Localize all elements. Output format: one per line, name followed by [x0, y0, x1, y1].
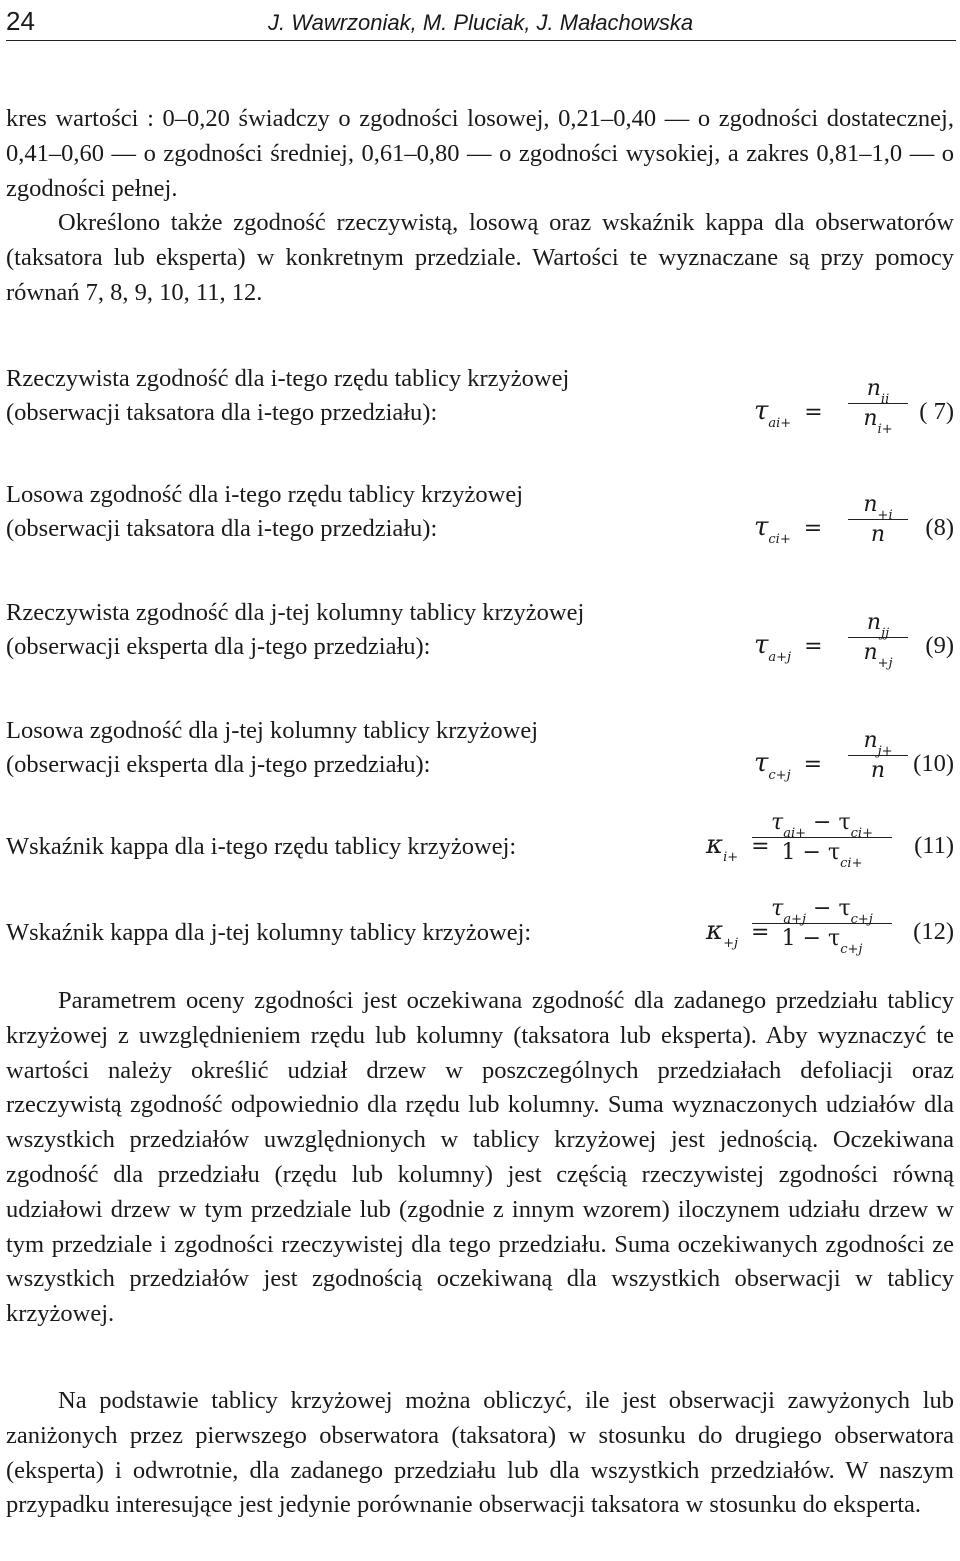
- equation-12: [6, 896, 956, 994]
- fraction: $n_{jj}$ $n_{+j}$: [848, 610, 908, 665]
- header-rule: [6, 40, 956, 41]
- formula: $\tau_{ai+}$ =: [754, 396, 823, 431]
- equation-7: [6, 362, 956, 452]
- equation-11: [6, 810, 956, 908]
- body-paragraph-2: Na podstawie tablicy krzyżowej można obliczyć, ile jest obserwacji zawyżonych lub zaniżonych przez pierwszego obserwatora (taksatora) w stosunku do drugiego obserwatora (eksperta) i odwrotnie, dla zadanego przedziału lub dla wszystkich przedziałów. W naszym przypadku interesujące jest jedynie porównanie obserwacji taksatora w stosunku do eksperta.: [6, 1387, 954, 1519]
- equation-description: Losowa zgodność dla i-tego rzędu tablicy krzyżowej (obserwacji taksatora dla i-tego przedziału):: [6, 481, 524, 542]
- equation-number: (10): [913, 750, 954, 777]
- equation-10: [6, 714, 956, 804]
- equation-description: Rzeczywista zgodność dla i-tego rzędu tablicy krzyżowej (obserwacji taksatora dla i-tego przedziału):: [6, 365, 570, 426]
- equation-number: (9): [925, 632, 954, 659]
- page-header: [6, 6, 956, 42]
- running-title-authors: J. Wawrzoniak, M. Pluciak, J. Małachowska: [268, 10, 694, 35]
- formula: $\tau_{ci+}$ =: [754, 512, 823, 547]
- equation-9: [6, 596, 956, 686]
- equation-number: ( 7): [919, 398, 954, 425]
- equation-8: [6, 478, 956, 568]
- formula: $\tau_{c+j}$ =: [754, 748, 823, 783]
- equation-number: (8): [925, 514, 954, 541]
- page-number: 24: [6, 6, 35, 36]
- formula: $\tau_{a+j}$ =: [754, 630, 823, 665]
- equation-description: Wskaźnik kappa dla i-tego rzędu tablicy krzyżowej:: [6, 833, 517, 860]
- equation-number: (12): [913, 918, 954, 945]
- fraction: $n_{j+}$ n: [848, 728, 908, 783]
- intro-paragraph: kres wartości : 0–0,20 świadczy o zgodności losowej, 0,21–0,40 — o zgodności dostatecznej, 0,41–0,60 — o zgodności średniej, 0,61–0,80 — o zgodności wysokiej, a zakres 0,81–1,0 — o zgodności pełnej.: [6, 105, 954, 202]
- fraction: $n_{+i}$ n: [848, 492, 908, 547]
- formula: $\kappa_{+j}$ =: [706, 916, 770, 951]
- equation-number: (11): [914, 832, 954, 859]
- formula: $\kappa_{i+}$ =: [706, 830, 770, 865]
- intro-paragraph-2: Określono także zgodność rzeczywistą, losową oraz wskaźnik kappa dla obserwatorów (taksatora lub eksperta) w konkretnym przedziale. Wartości te wyznaczane są przy pomocy równań 7, 8, 9, 10, 11, 12.: [6, 209, 954, 306]
- fraction: $n_{ii}$ $n_{i+}$: [848, 376, 908, 431]
- equation-description: Losowa zgodność dla j-tej kolumny tablicy krzyżowej (obserwacji eksperta dla j-tego przedziału):: [6, 717, 539, 778]
- equation-description: Rzeczywista zgodność dla j-tej kolumny tablicy krzyżowej (obserwacji eksperta dla j-tego przedziału):: [6, 599, 585, 660]
- fraction: $\tau_{a+j} - \tau_{c+j}$ $1 - \tau_{c+j}$: [752, 896, 892, 951]
- equation-description: Wskaźnik kappa dla j-tej kolumny tablicy krzyżowej:: [6, 919, 532, 946]
- body-paragraph-1: Parametrem oceny zgodności jest oczekiwana zgodność dla zadanego przedziału tablicy krzyżowej z uwzględnieniem rzędu lub kolumny (taksatora lub eksperta). Aby wyznaczyć te wartości należy określić udział drzew w poszczególnych przedziałach defoliacji oraz rzeczywistą zgodność odpowiednio dla rzędu lub kolumny. Suma wyznaczonych udziałów dla wszystkich przedziałów uwzględnionych w tablicy krzyżowej jest jednością. Oczekiwana zgodność dla przedziału (rzędu lub kolumny) jest częścią rzeczywistej zgodności równą udziałowi drzew w tym przedziale lub (zgodnie z innym wzorem) iloczynem udziału drzew w tym przedziale i zgodności rzeczywistej dla tego przedziału. Suma oczekiwanych zgodności ze wszystkich przedziałów jest zgodnością oczekiwaną dla wszystkich obserwacji w tablicy krzyżowej.: [6, 987, 954, 1328]
- fraction: $\tau_{ai+} - \tau_{ci+}$ $1 - \tau_{ci+}$: [752, 810, 892, 865]
